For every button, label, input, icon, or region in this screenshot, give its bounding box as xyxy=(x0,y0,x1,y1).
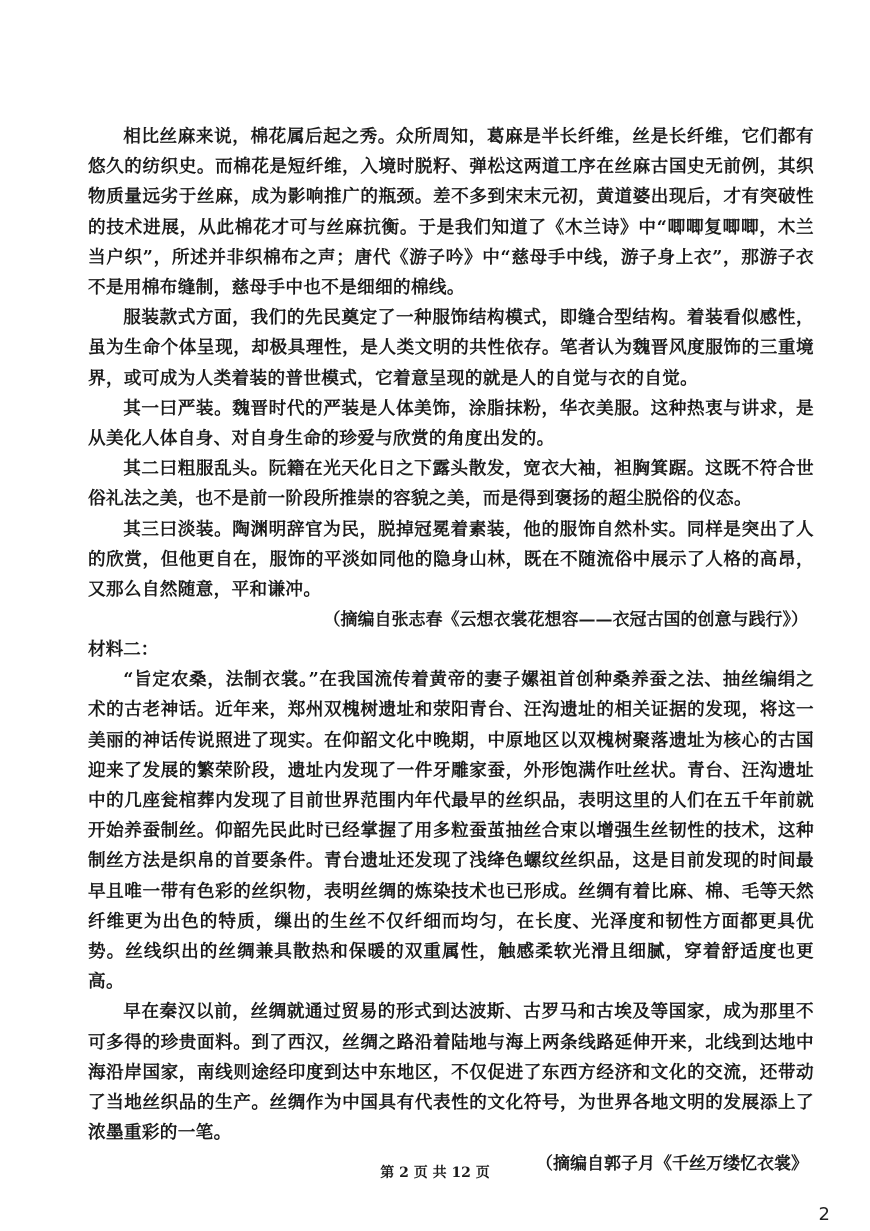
material-one-paragraph: 其三曰淡装。陶渊明辞官为民，脱掉冠冕着素装，他的服饰自然朴实。同样是突出了人的欣赏，但他更自在，服饰的平淡如同他的隐身山林，既在不随流俗中展示了人格的高昂，又那么自然随意，平和谦冲。 xyxy=(88,518,814,601)
material-two-source: （摘编自郭子月《千丝万缕忆衣裳》 xyxy=(536,1153,808,1174)
material-one-paragraph: 其二曰粗服乱头。阮籍在光天化日之下露头散发，宽衣大袖，袒胸箕踞。这既不符合世俗礼法之美，也不是前一阶段所推崇的容貌之美，而是得到褒扬的超尘脱俗的仪态。 xyxy=(88,458,814,510)
material-one-source: （摘编自张志春《云想衣裳花想容——衣冠古国的创意与践行》） xyxy=(323,610,808,631)
material-two-paragraph: 早在秦汉以前，丝绸就通过贸易的形式到达波斯、古罗马和古埃及等国家，成为那里不可多得的珍贵面料。到了西汉，丝绸之路沿着陆地与海上两条线路延伸开来，北线到达地中海沿岸国家，南线则途经印度到达中东地区，不仅促进了东西方经济和文化的交流，还带动了当地丝织品的生产。丝绸作为中国具有代表性的文化符号，为世界各地文明的发展添上了浓墨重彩的一笔。 xyxy=(88,1001,814,1144)
document-body xyxy=(88,122,814,1179)
material-one-paragraph: 其一曰严装。魏晋时代的严装是人体美饰，涂脂抹粉，华衣美服。这种热衷与讲求，是从美化人体自身、对自身生命的珍爱与欣赏的角度出发的。 xyxy=(88,397,814,450)
material-two-heading: 材料二： xyxy=(88,639,159,661)
page-footer: 第 2 页 共 12 页 xyxy=(380,1165,490,1181)
corner-page-number: 2 xyxy=(818,1204,830,1225)
material-one-paragraph: 相比丝麻来说，棉花属后起之秀。众所周知，葛麻是半长纤维，丝是长纤维，它们都有悠久的纺织史。而棉花是短纤维，入境时脱籽、弹松这两道工序在丝麻古国史无前例，其织物质量远劣于丝麻，成为影响推广的瓶颈。差不多到宋末元初，黄道婆出现后，才有突破性的技术进展，从此棉花才可与丝麻抗衡。于是我们知道了《木兰诗》中“唧唧复唧唧，木兰当户织”，所述并非织棉布之声；唐代《游子吟》中“慈母手中线，游子身上衣”，那游子衣不是用棉布缝制，慈母手中也不是细细的棉线。 xyxy=(88,126,814,299)
material-one-paragraph: 服装款式方面，我们的先民奠定了一种服饰结构模式，即缝合型结构。着装看似感性，虽为生命个体呈现，却极具理性，是人类文明的共性依存。笔者认为魏晋风度服饰的三重境界，或可成为人类着装的普世模式，它着意呈现的就是人的自觉与衣的自觉。 xyxy=(88,307,814,389)
material-two-paragraph: “旨定农桑，法制衣裳。”在我国流传着黄帝的妻子嫘祖首创种桑养蚕之法、抽丝编绢之术的古老神话。近年来，郑州双槐树遗址和荥阳青台、汪沟遗址的相关证据的发现，将这一美丽的神话传说照进了现实。在仰韶文化中晚期，中原地区以双槐树聚落遗址为核心的古国迎来了发展的繁荣阶段，遗址内发现了一件牙雕家蚕，外形饱满作吐丝状。青台、汪沟遗址中的几座瓮棺葬内发现了目前世界范围内年代最早的丝织品，表明这里的人们在五千年前就开始养蚕制丝。仰韶先民此时已经掌握了用多粒蚕茧抽丝合束以增强生丝韧性的技术，这种制丝方法是织帛的首要条件。青台遗址还发现了浅绛色螺纹丝织品，这是目前发现的时间最早且唯一带有色彩的丝织物，表明丝绸的炼染技术也已形成。丝绸有着比麻、棉、毛等天然纤维更为出色的特质，缫出的生丝不仅纤细而均匀，在长度、光泽度和韧性方面都更具优势。丝线织出的丝绸兼具散热和保暖的双重属性，触感柔软光滑且细腻，穿着舒适度也更高。 xyxy=(88,669,814,993)
